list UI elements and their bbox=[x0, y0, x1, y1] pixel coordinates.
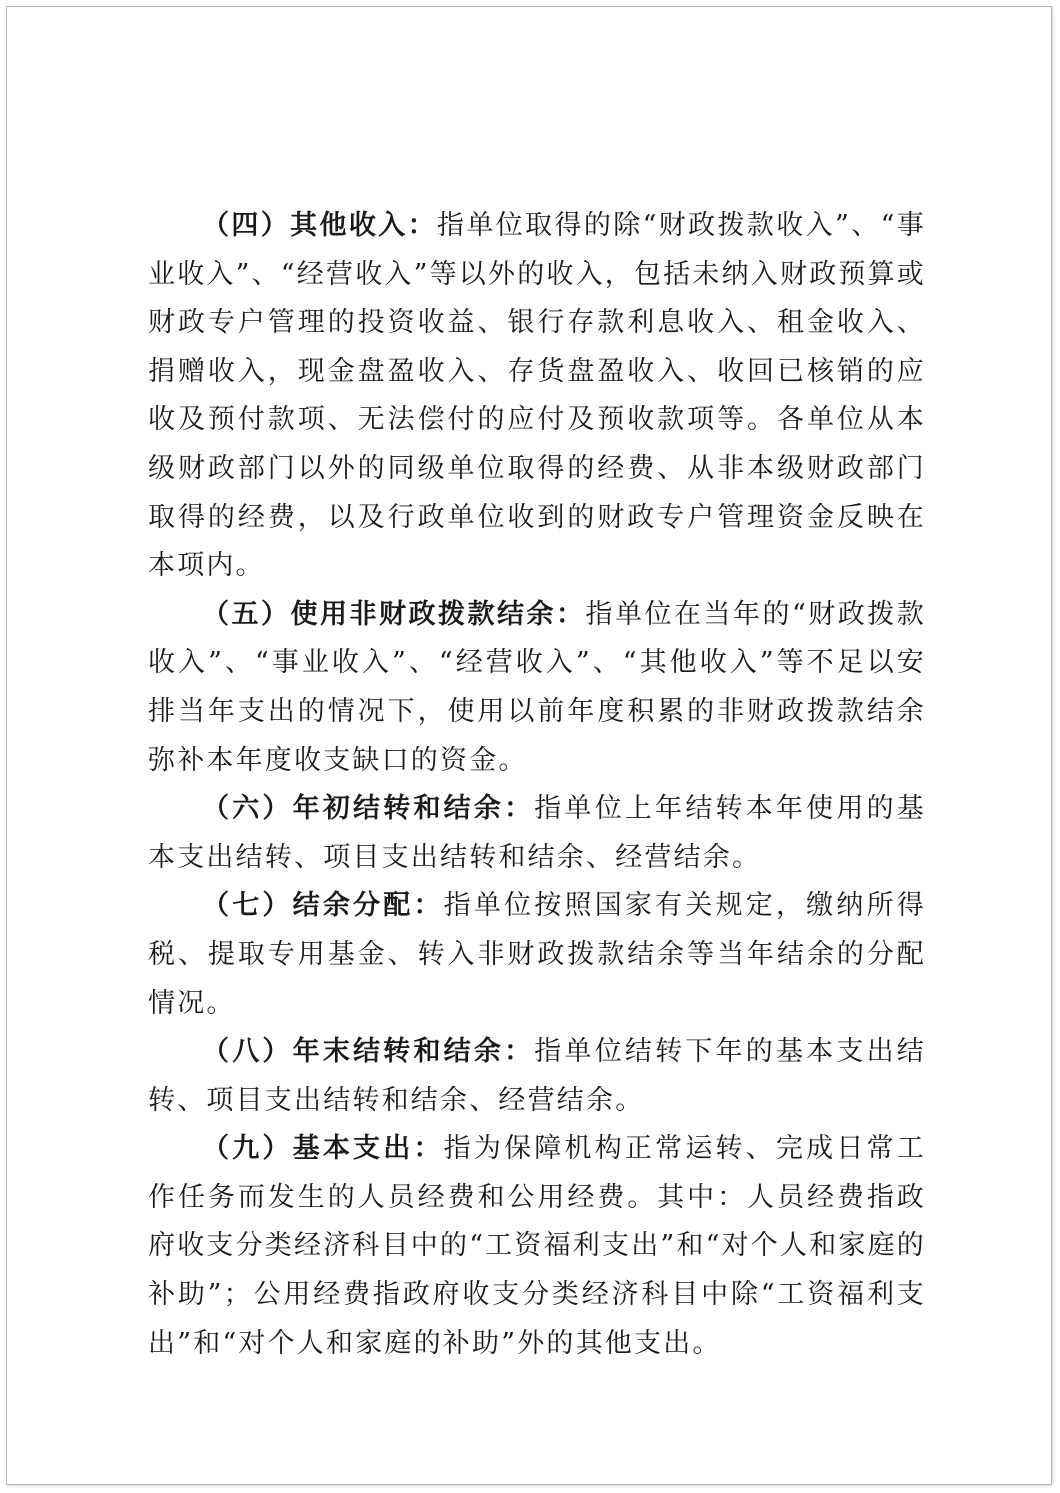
definition-opening-balance: 指单位上年结转本年使用的基本支出结转、项目支出结转和结余、经营结余。 bbox=[148, 793, 926, 873]
term-other-income: （四）其他收入： bbox=[202, 210, 437, 241]
definition-non-fiscal-surplus: 指单位在当年的“财政拨款收入”、“事业收入”、“经营收入”、“其他收入”等不足以安排当年支出的情况下，使用以前年度积累的非财政拨款结余弥补本年度收支缺口的资金。 bbox=[148, 598, 926, 776]
term-opening-balance: （六）年初结转和结余： bbox=[202, 793, 535, 825]
paragraph-opening-balance bbox=[148, 785, 926, 882]
definition-basic-expenditure: 指为保障机构正常运转、完成日常工作任务而发生的人员经费和公用经费。其中：人员经费指政府收支分类经济科目中的“工资福利支出”和“对个人和家庭的补助”；公用经费指政府收支分类经济科目中除“工资福利支出”和“对个人和家庭的补助”外的其他支出。 bbox=[148, 1133, 927, 1359]
document-page bbox=[6, 6, 1052, 1485]
term-basic-expenditure: （九）基本支出： bbox=[202, 1133, 444, 1165]
document-body bbox=[148, 202, 926, 1368]
paragraph-closing-balance bbox=[148, 1028, 926, 1125]
definition-other-income: 指单位取得的除“财政拨款收入”、“事业收入”、“经营收入”等以外的收入，包括未纳入财政预算或财政专户管理的投资收益、银行存款利息收入、租金收入、捐赠收入，现金盘盈收入、存货盘盈收入、收回已核销的应收及预付款项、无法偿付的应付及预收款项等。各单位从本级财政部门以外的同级单位取得的经费、从非本级财政部门取得的经费，以及行政单位收到的财政专户管理资金反映在本项内。 bbox=[148, 210, 927, 582]
term-surplus-distribution: （七）结余分配： bbox=[202, 890, 444, 922]
term-non-fiscal-surplus: （五）使用非财政拨款结余： bbox=[202, 598, 586, 630]
paragraph-basic-expenditure bbox=[148, 1125, 926, 1368]
definition-surplus-distribution: 指单位按照国家有关规定，缴纳所得税、提取专用基金、转入非财政拨款结余等当年结余的分配情况。 bbox=[148, 890, 926, 1019]
term-closing-balance: （八）年末结转和结余： bbox=[202, 1036, 535, 1068]
paragraph-surplus-distribution bbox=[148, 882, 926, 1028]
paragraph-other-income bbox=[148, 202, 926, 591]
definition-closing-balance: 指单位结转下年的基本支出结转、项目支出结转和结余、经营结余。 bbox=[148, 1036, 926, 1116]
paragraph-non-fiscal-surplus bbox=[148, 591, 926, 785]
